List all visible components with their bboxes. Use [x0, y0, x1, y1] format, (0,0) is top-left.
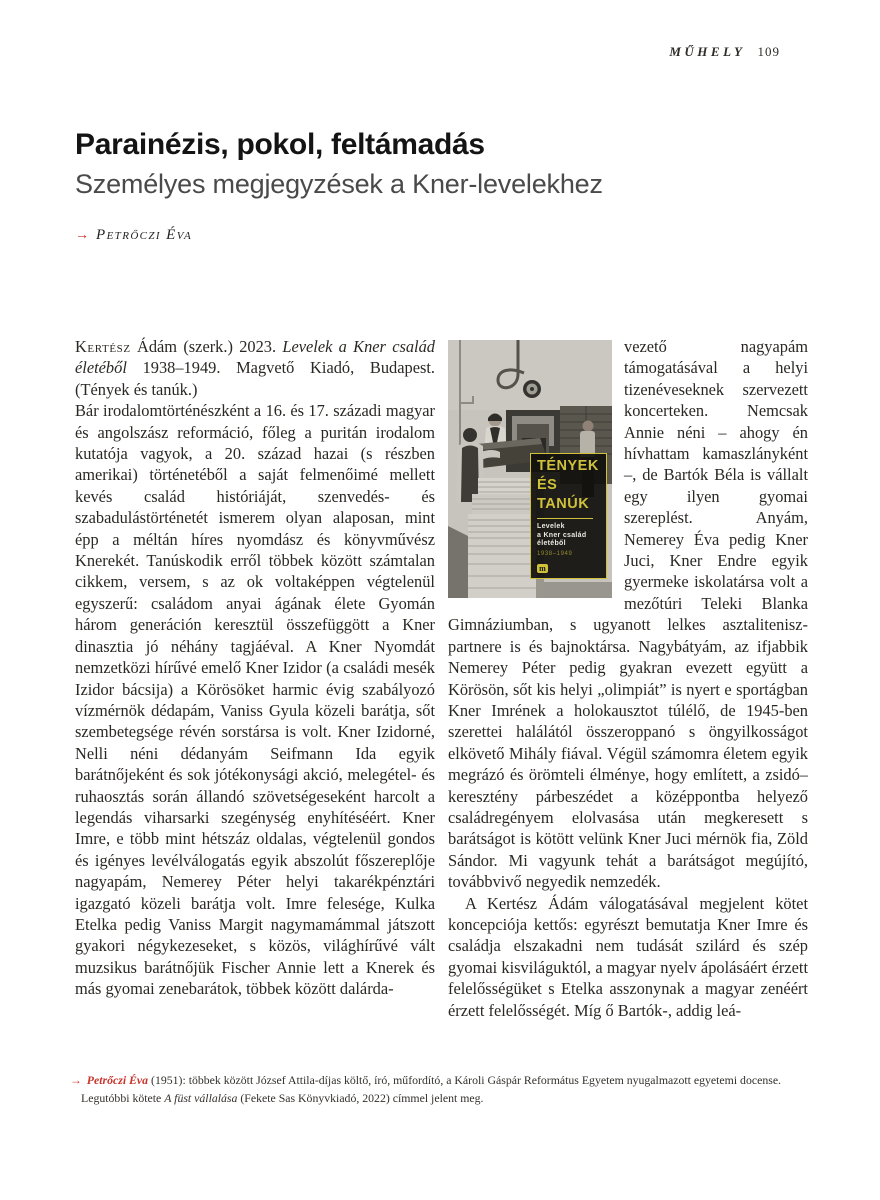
bibliography-author: Kertész [75, 337, 131, 356]
footnote-body-2: (Fekete Sas Könyvkiadó, 2022) címmel jelent meg. [237, 1090, 484, 1105]
cover-book-title-line: Levelek [537, 523, 565, 530]
text-columns [75, 336, 808, 1064]
cover-book-title-line: a Kner család [537, 531, 587, 539]
column-left [75, 336, 435, 1064]
page-number: 109 [757, 44, 780, 59]
body-paragraph-right-1: vezető nagyapám támogatásával a helyi tizenéveseknek szervezett koncerteken. Nemcsak Annie néni – ahogy én hívhattam kamaszlányként –, de Bartók Béla is vállalt egy ilyen gyomai szereplést. Anyám, Nemerey Éva pedig Kner Juci, Kner Endre egyik gyermeke iskolatársa volt a mezőtúri Teleki Blanka Gimnáziumban, s ugyanott lelkes asztalitenisz-partnere is és bajnoktársa. Nagybátyám, az ifjabbik Nemerey Péter pedig gyakran evezett együtt a Körösön, sőt kis helyi „olimpiát” is nyert e sportágban Kner Imrének a holokausztot túlélő, de 1945-ben szerettei halálától összeroppanó s öngyilkosságot elkövető Mihály fiával. Végül számomra életem egyik megrázó és örömteli élménye, hogy említett, a zsidó–keresztény párbeszédet a középpontba helyező családregényem elolvasása után megkeresett s barátságot is kötött velünk Kner Juci mérnök fia, Zöld Sándor. Mi vagyunk tehát a barátságot megújító, továbbvivő negyedik nemzedék. [448, 337, 808, 892]
footnote-text [70, 1072, 812, 1108]
running-head [669, 44, 780, 60]
bibliography-book-title: Levelek a Kner család életéből [75, 337, 436, 378]
article-title: Parainézis, pokol, feltámadás [75, 128, 485, 161]
bibliography-tail: 1938–1949. Magvető Kiadó, Budapest. (Tények és tanúk.) [75, 358, 435, 399]
bibliography-entry [75, 336, 435, 400]
cover-book-title-line: életéből [537, 540, 566, 547]
cover-series-title-line: TANÚK [537, 496, 590, 512]
journal-name: MŰHELY [669, 44, 746, 59]
body-paragraph-right-2: A Kertész Ádám válogatásával megjelent kötet koncepciója kettős: egyrészt bemutatja Kner Imre és családja elszakadni nem tudását szilárd és szép gyomai kisviláguktól, a magyar nyelv ápolásáért érzett felelősségüket s Etelka asszonynak a magyar zenéért érzett felelősségét. Míg ő Bartók-, addig leá- [448, 893, 808, 1020]
footnote [70, 1072, 812, 1108]
body-paragraph-left: Bár irodalomtörténészként a 16. és 17. századi magyar és angolszász reformáció, főleg a puritán irodalom kutatója vagyok, a 20. század hazai (s részben amerikai) történetéből a saját felmenőimé mellett kevés család históriáját, szenvedés- és szabadulástörténetét ismerem olyan alaposan, mint épp a méltán híres nyomdász és könyvművész Knerekét. Tanúskodik erről többek között számtalan cikkem, versem, s az ok voltaképpen végtelenül egyszerű: családom anyai ágának élete Gyomán három generáción keresztül összefüggött a Kner dinasztia jó néhány tagjáéval. A Kner Nyomdát nemzetközi hírűvé emelő Kner Izidor (a családi mesék Izidor bácsija) a Körösöket harmic évig szabályozó vízmérnök dédapám, Vaniss Gyula közeli barátja, sőt szembetegsége révén sorstársa is volt. Kner Izidorné, Nelli néni dédanyám Seifmann Ida egyik barátnőjeként és sok jótékonysági akció, melegétel- és ruhaosztás során állandó szövetségeseként harcolt a legendás viharsarki szegénység enyhítéséért. Kner Imre, e több mint hétszáz oldalas, végtelenül gondos és igényes levélválogatás egyik abszolút főszereplője nagyapám, Nemerey Péter helyi takarékpénztári igazgató közeli barátja volt. Imre felesége, Kulka Etelka pedig Vaniss Margit nagymamámmal játszott gyakori négykezeseket, s közös, világhírűvé vált muzsikus barátnőjük Fischer Annie lett a Knerek és más gyomai zenebarátok, többek között dalárda- [75, 401, 435, 999]
footnote-author: Petrőczi Éva [86, 1073, 149, 1087]
title-block [75, 128, 765, 244]
book-cover [448, 340, 612, 598]
author-arrow-icon: → [75, 228, 89, 243]
publisher-logo: m [537, 564, 548, 573]
footnote-body-1: (1951): többek között József Attila-díjas költő, író, műfordító, a Károli Gáspár Református Egyetem nyugalmazott egyetemi docense. Legutóbbi kötete [81, 1073, 781, 1105]
cover-title-band [530, 453, 607, 579]
article-subtitle: Személyes megjegyzések a Kner-levelekhez [75, 169, 603, 199]
author-name: Petrőczi Éva [96, 227, 193, 243]
bibliography-mid: Ádám (szerk.) 2023. [130, 337, 283, 356]
cover-rule [537, 518, 593, 519]
footnote-arrow-icon: → [70, 1073, 82, 1087]
author-line [75, 227, 765, 244]
cover-years: 1938–1949 [537, 550, 573, 557]
cover-series-title-line: ÉS [537, 477, 558, 493]
column-right [448, 336, 808, 1064]
cover-series-title-line: TÉNYEK [537, 458, 599, 474]
footnote-work-title: A füst vállalása [164, 1090, 238, 1105]
